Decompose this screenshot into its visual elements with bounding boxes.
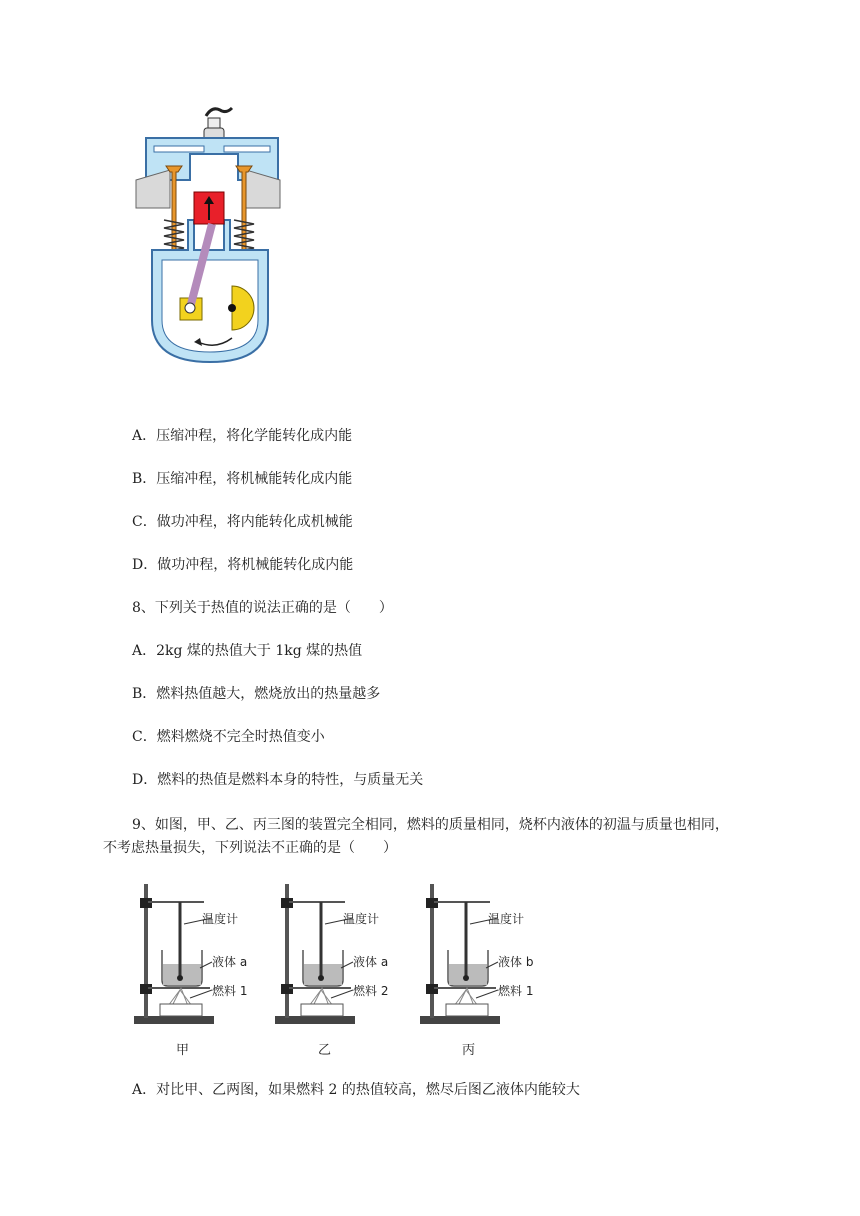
q7-option-b: B．压缩冲程，将机械能转化成内能 bbox=[132, 471, 353, 487]
q9-stem-line1: 9、如图，甲、乙、丙三图的装置完全相同，燃料的质量相同，烧杯内液体的初温与质量也相同， bbox=[132, 817, 729, 833]
fuel-label: 燃料 1 bbox=[498, 984, 534, 998]
engine-stroke-diagram bbox=[128, 100, 288, 380]
q8-option-c: C．燃料燃烧不完全时热值变小 bbox=[132, 729, 325, 745]
apparatus-bing bbox=[420, 878, 555, 1026]
q8-stem: 8、下列关于热值的说法正确的是（ ） bbox=[132, 600, 393, 616]
liquid-label: 液体 b bbox=[498, 955, 534, 969]
thermometer-label: 温度计 bbox=[488, 912, 525, 926]
thermometer-label: 温度计 bbox=[343, 912, 380, 926]
liquid-label: 液体 a bbox=[212, 955, 248, 969]
caption-jia: 甲 bbox=[176, 1043, 190, 1058]
thermometer-label: 温度计 bbox=[202, 912, 239, 926]
apparatus-yi bbox=[275, 878, 410, 1026]
q9-option-a: A．对比甲、乙两图，如果燃料 2 的热值较高，燃尽后图乙液体内能较大 bbox=[132, 1082, 580, 1098]
caption-yi: 乙 bbox=[318, 1043, 332, 1058]
q8-option-b: B．燃料热值越大，燃烧放出的热量越多 bbox=[132, 686, 381, 702]
caption-bing: 丙 bbox=[462, 1043, 476, 1058]
piston bbox=[194, 192, 224, 224]
q8-option-a: A．2kg 煤的热值大于 1kg 煤的热值 bbox=[132, 643, 363, 659]
q8-option-d: D．燃料的热值是燃料本身的特性，与质量无关 bbox=[132, 772, 424, 788]
q7-option-c: C．做功冲程，将内能转化成机械能 bbox=[132, 514, 353, 530]
fuel-label: 燃料 1 bbox=[212, 984, 248, 998]
q7-option-a: A．压缩冲程，将化学能转化成内能 bbox=[132, 428, 353, 444]
fuel-label: 燃料 2 bbox=[353, 984, 389, 998]
q7-option-d: D．做功冲程，将机械能转化成内能 bbox=[132, 557, 354, 573]
apparatus-jia bbox=[134, 878, 269, 1026]
q9-stem-line2: 不考虑热量损失，下列说法不正确的是（ ） bbox=[103, 840, 397, 856]
liquid-label: 液体 a bbox=[353, 955, 389, 969]
